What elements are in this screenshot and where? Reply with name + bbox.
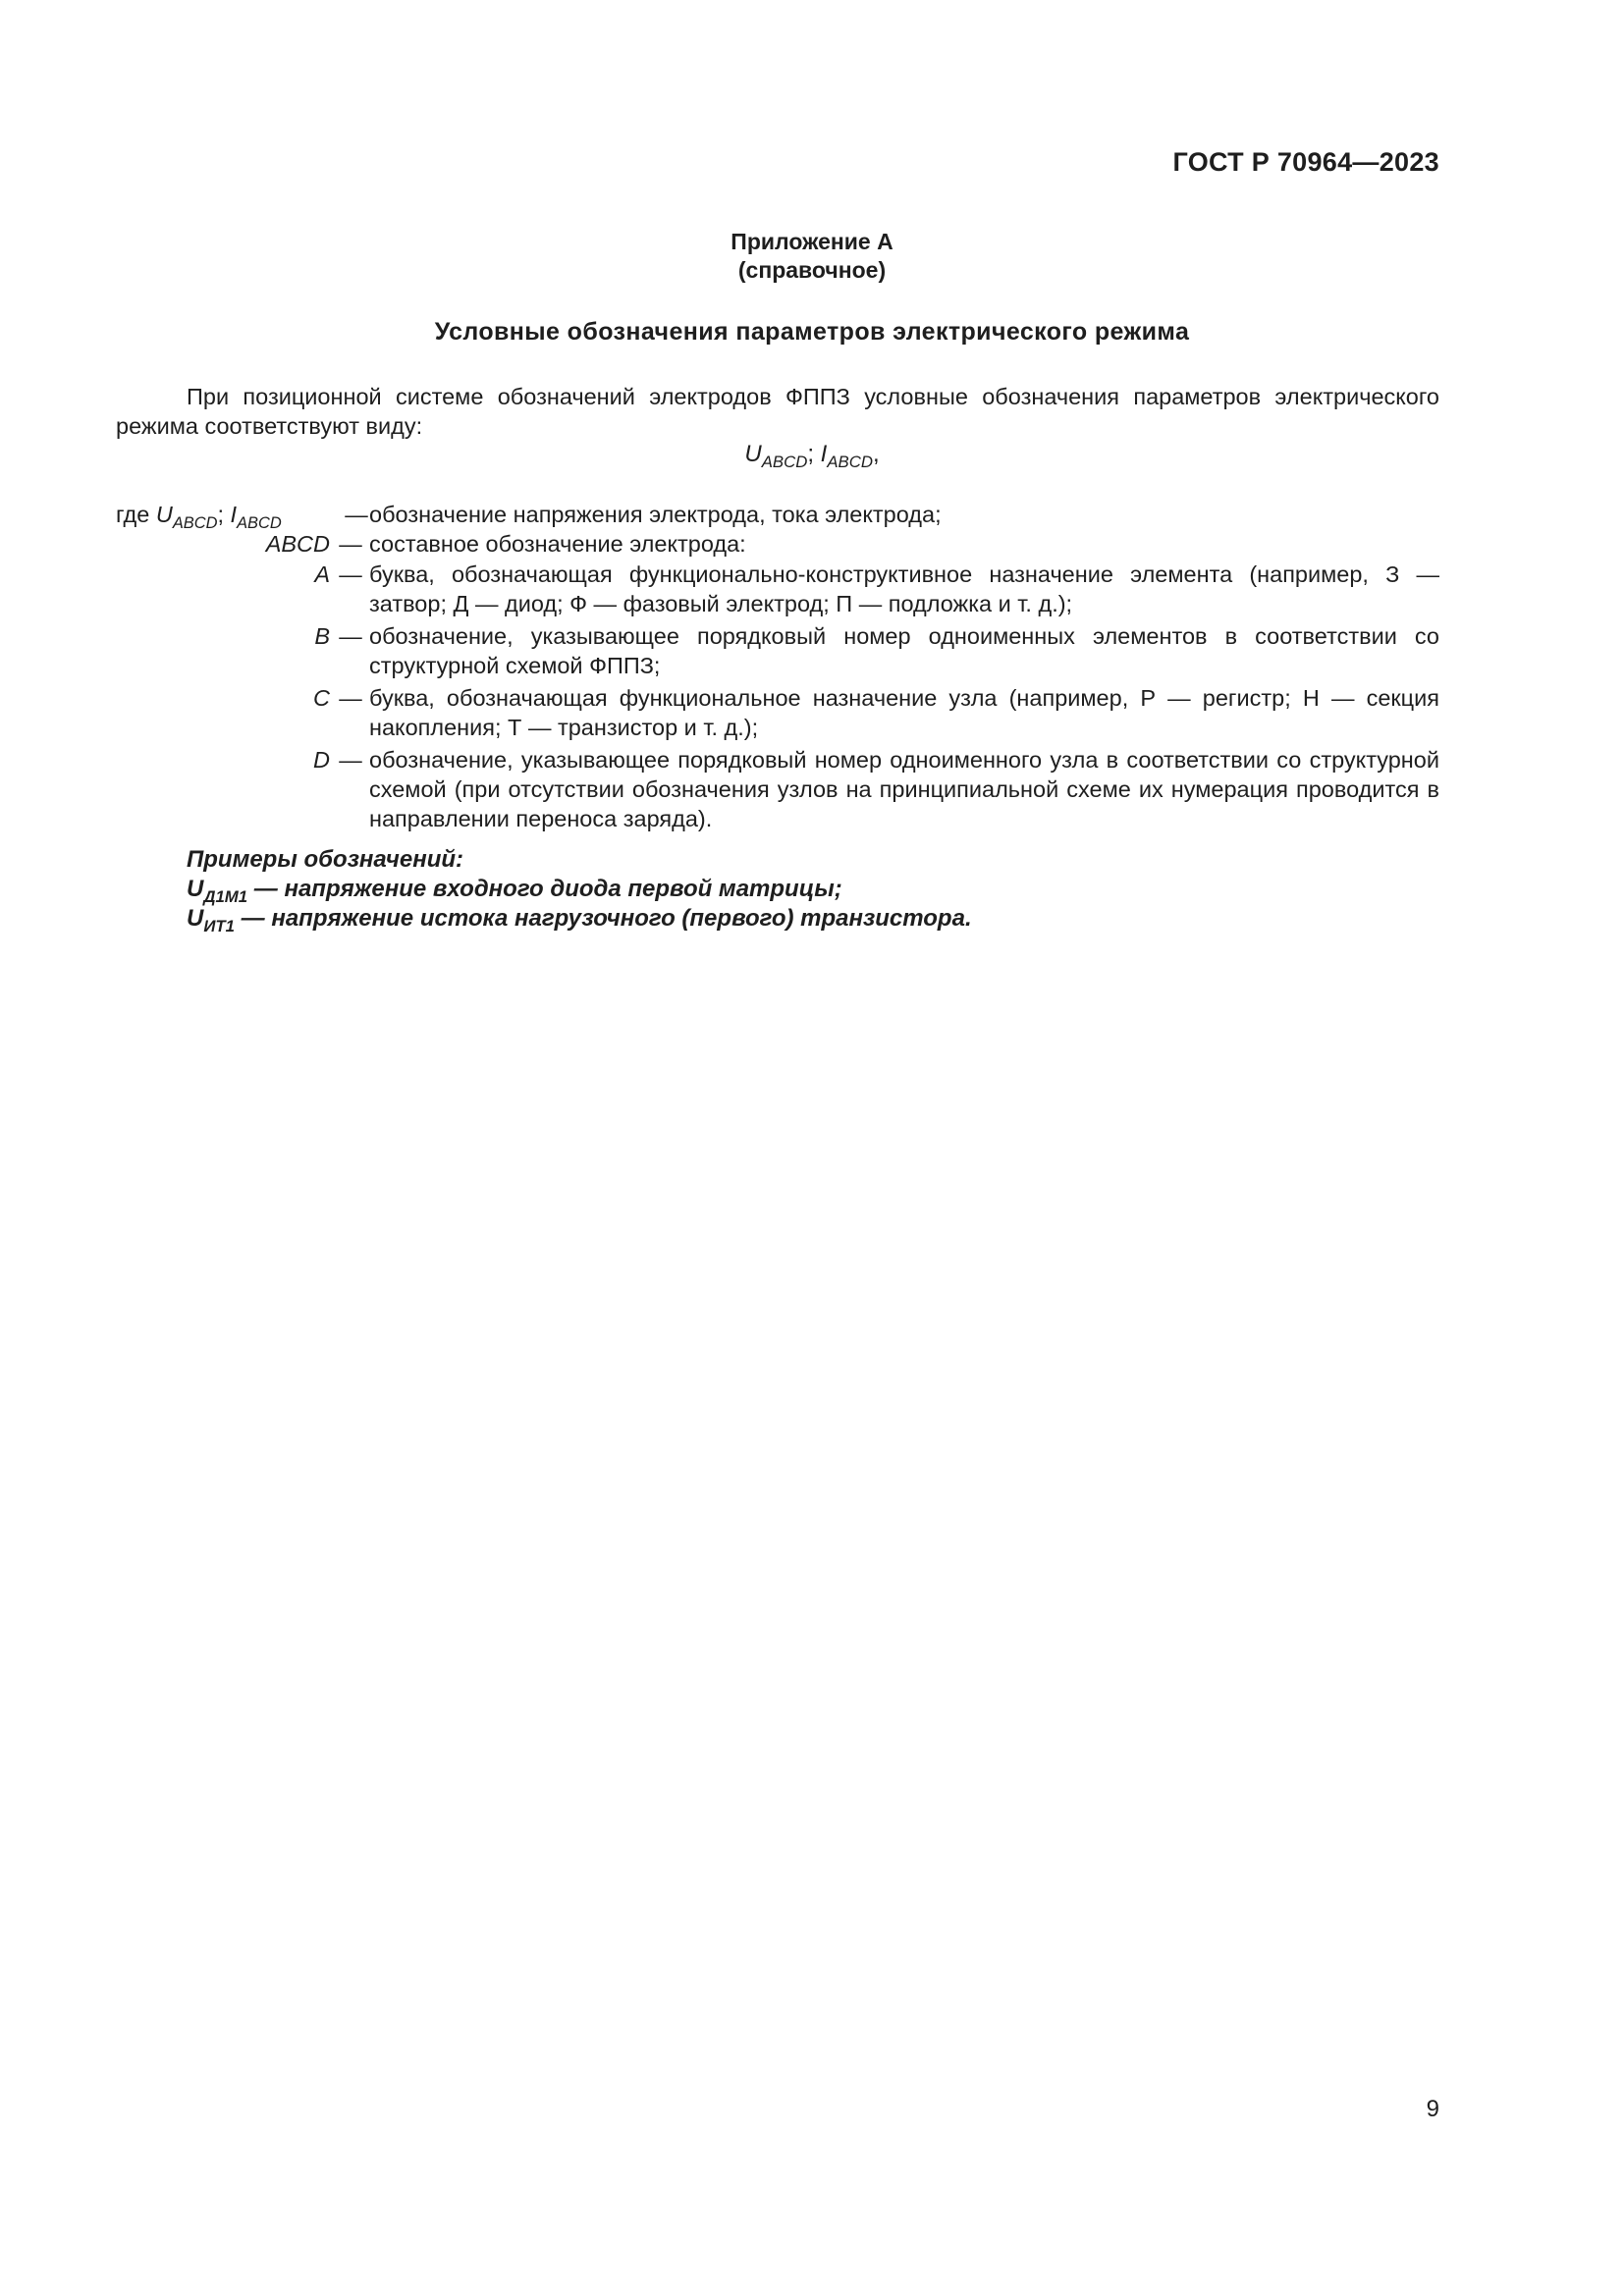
- where-prefix: где: [116, 502, 156, 527]
- example-text: — напряжение входного диода первой матрицы;: [247, 876, 842, 902]
- definition-term: [116, 745, 330, 774]
- formula-end: ,: [872, 441, 880, 467]
- definition-term: [116, 529, 330, 559]
- where-i-subscript: ABCD: [237, 513, 282, 532]
- definition-term: [116, 560, 330, 589]
- definition-text: буква, обозначающая функциональное назначение узла (например, Р — регистр; Н — секция накопления; Т — транзистор и т. д.);: [369, 685, 1439, 740]
- annex-status: (справочное): [737, 257, 887, 283]
- formula-i: I: [820, 441, 828, 467]
- term-b: B: [314, 623, 330, 649]
- definition-term: [116, 683, 330, 713]
- definition-text: обозначение, указывающее порядковый номер одноименного узла в соответствии со структурной схемой (при отсутствии обозначения узлов на принципиальной схеме их нумерация проводится в направлении переноса заряда).: [369, 747, 1439, 831]
- example-text: — напряжение истока нагрузочного (первого) транзистора.: [235, 905, 972, 932]
- examples-heading: Примеры обозначений:: [187, 846, 464, 873]
- example-symbol: U: [187, 876, 204, 902]
- definition-d: [116, 745, 1439, 833]
- example-subscript: ИТ1: [203, 916, 235, 935]
- section-title: Условные обозначения параметров электрического режима: [434, 318, 1190, 346]
- definition-dash: —: [339, 531, 362, 557]
- intro-paragraph: При позиционной системе обозначений электродов ФППЗ условные обозначения параметров электрического режима соответствуют виду:: [116, 384, 1439, 439]
- definition-abcd: [116, 529, 1439, 559]
- definition-dash: —: [339, 747, 362, 773]
- example-symbol: U: [187, 905, 204, 932]
- formula-u-subscript: ABCD: [761, 452, 808, 471]
- term-c: C: [313, 685, 330, 711]
- definition-a: [116, 560, 1439, 618]
- where-definition: [116, 500, 1439, 532]
- where-separator: ;: [217, 502, 231, 527]
- term-a: A: [314, 561, 330, 587]
- example-subscript: Д1М1: [203, 886, 248, 906]
- formula-u: U: [744, 441, 762, 467]
- definition-term: [116, 621, 330, 651]
- term-abcd: ABCD: [265, 531, 330, 557]
- where-term: [116, 500, 282, 532]
- where-dash: —: [345, 502, 368, 527]
- definition-text: буква, обозначающая функционально-конструктивное назначение элемента (например, З — затвор; Д — диод; Ф — фазовый электрод; П — подложка и т. д.);: [369, 561, 1439, 616]
- definition-text: обозначение, указывающее порядковый номер одноименных элементов в соответствии со структурной схемой ФППЗ;: [369, 623, 1439, 678]
- where-u-subscript: ABCD: [172, 513, 218, 532]
- where-u: U: [155, 502, 173, 527]
- where-i: I: [230, 502, 238, 527]
- definition-dash: —: [339, 685, 362, 711]
- example-item: [187, 904, 1439, 934]
- annex-title: Приложение А: [731, 229, 893, 254]
- where-text: обозначение напряжения электрода, тока электрода;: [369, 502, 942, 527]
- formula-separator: ;: [807, 441, 821, 467]
- definition-dash: —: [339, 623, 362, 649]
- term-d: D: [313, 747, 330, 773]
- page-number: 9: [1426, 2096, 1439, 2122]
- definition-dash: —: [339, 561, 362, 587]
- formula: [0, 441, 1624, 471]
- document-number: ГОСТ Р 70964—2023: [1172, 147, 1439, 177]
- examples-block: [187, 845, 1439, 934]
- definition-c: [116, 683, 1439, 742]
- definition-b: [116, 621, 1439, 680]
- definition-text: составное обозначение электрода:: [369, 531, 746, 557]
- formula-i-subscript: ABCD: [827, 452, 873, 471]
- example-item: [187, 875, 1439, 904]
